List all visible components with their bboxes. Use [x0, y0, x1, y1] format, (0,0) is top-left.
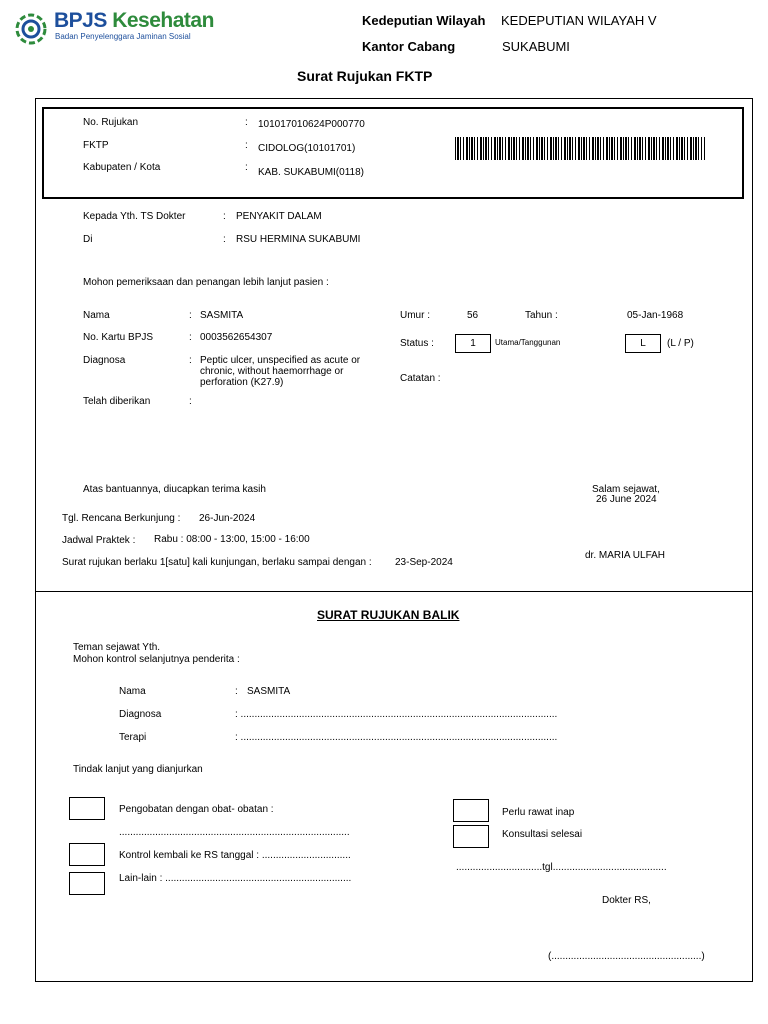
colon: :: [223, 234, 226, 245]
no-rujukan-label: No. Rujukan: [83, 117, 139, 128]
request-text: Mohon pemeriksaan dan penangan lebih lanjut pasien :: [83, 277, 329, 288]
balik-terapi-label: Terapi: [119, 732, 147, 743]
tgl-rencana-value: 26-Jun-2024: [199, 513, 256, 524]
tahun-label: Tahun :: [525, 310, 558, 321]
diagnosa-label: Diagnosa: [83, 355, 126, 366]
tindak-label: Tindak lanjut yang dianjurkan: [73, 764, 203, 775]
thanks-text: Atas bantuannya, diucapkan terima kasih: [83, 484, 266, 495]
colon: :: [245, 140, 248, 151]
wilayah-value: KEDEPUTIAN WILAYAH V: [501, 13, 657, 28]
balik-nama-value: SASMITA: [247, 686, 291, 697]
balik-greeting-2: Mohon kontrol selanjutnya penderita :: [73, 654, 240, 665]
jadwal-value: Rabu : 08:00 - 13:00, 15:00 - 16:00: [154, 534, 310, 545]
no-rujukan-value: 101017010624P000770: [258, 119, 365, 130]
balik-nama-label: Nama: [119, 686, 146, 697]
gender-box: L: [625, 334, 661, 353]
wilayah-label: Kedeputian Wilayah: [362, 13, 486, 28]
diagnosa-line-1: Peptic ulcer, unspecified as acute or: [200, 355, 361, 366]
colon: :: [245, 117, 248, 128]
colon: :: [189, 310, 192, 321]
logo-subtitle: Badan Penyelenggara Jaminan Sosial: [55, 32, 191, 41]
konsultasi-label: Konsultasi selesai: [502, 829, 583, 840]
status-desc: Utama/Tanggunan: [495, 338, 561, 347]
page-title: Surat Rujukan FKTP: [297, 68, 433, 84]
diagnosa-line-2: chronic, without haemorrhage or: [200, 366, 344, 377]
barcode: [455, 137, 705, 160]
berlaku-value: 23-Sep-2024: [395, 557, 453, 568]
tgl-line: ...............................tgl.........................................: [456, 862, 667, 873]
fktp-label: FKTP: [83, 140, 109, 151]
rawat-label: Perlu rawat inap: [502, 807, 575, 818]
bpjs-logo-icon: [15, 13, 47, 45]
balik-diagnosa-label: Diagnosa: [119, 709, 162, 720]
colon: :: [223, 211, 226, 222]
dokter-rs-label: Dokter RS,: [602, 895, 651, 906]
lain-checkbox[interactable]: [69, 872, 105, 895]
gender-desc: (L / P): [667, 338, 694, 349]
kontrol-label: Kontrol kembali ke RS tanggal : ................................: [119, 850, 351, 861]
kabupaten-value: KAB. SUKABUMI(0118): [258, 167, 364, 178]
colon: :: [235, 686, 238, 697]
jadwal-label: Jadwal Praktek :: [62, 535, 136, 546]
diberikan-label: Telah diberikan: [83, 396, 151, 407]
colon: :: [189, 396, 192, 407]
diagnosa-line-3: perforation (K27.9): [200, 377, 284, 388]
umur-value: 56: [467, 310, 479, 321]
lain-label: Lain-lain : ...................................................................: [119, 873, 352, 884]
balik-greeting-1: Teman sejawat Yth.: [73, 642, 161, 653]
berlaku-text: Surat rujukan berlaku 1[satu] kali kunjungan, berlaku sampai dengan :: [62, 557, 372, 568]
fktp-value: CIDOLOG(10101701): [258, 143, 356, 154]
kartu-value: 0003562654307: [200, 332, 273, 343]
tgl-rencana-label: Tgl. Rencana Berkunjung :: [62, 513, 181, 524]
umur-label: Umur :: [400, 310, 430, 321]
kepada-value: PENYAKIT DALAM: [236, 211, 322, 222]
rawat-checkbox[interactable]: [453, 799, 489, 822]
logo-brand: BPJS Kesehatan: [54, 9, 214, 32]
di-label: Di: [83, 234, 93, 245]
kabupaten-label: Kabupaten / Kota: [83, 162, 161, 173]
signature-line: (......................................................): [548, 951, 705, 962]
colon: :: [189, 355, 192, 366]
cabang-value: SUKABUMI: [502, 39, 570, 54]
colon: :: [189, 332, 192, 343]
kontrol-checkbox[interactable]: [69, 843, 105, 866]
tahun-value: 05-Jan-1968: [627, 310, 684, 321]
balik-diagnosa-dots: : ..................................................................................................................: [235, 709, 558, 720]
cabang-label: Kantor Cabang: [362, 39, 456, 54]
konsultasi-checkbox[interactable]: [453, 825, 489, 848]
nama-label: Nama: [83, 310, 110, 321]
colon: :: [245, 162, 248, 173]
obat-label: Pengobatan dengan obat- obatan :: [119, 804, 274, 815]
balik-title: SURAT RUJUKAN BALIK: [317, 608, 460, 622]
catatan-label: Catatan :: [400, 373, 441, 384]
obat-dots: ...................................................................................: [119, 827, 350, 838]
di-value: RSU HERMINA SUKABUMI: [236, 234, 361, 245]
kartu-label: No. Kartu BPJS: [83, 332, 154, 343]
status-label: Status :: [400, 338, 434, 349]
obat-checkbox[interactable]: [69, 797, 105, 820]
balik-terapi-dots: : ..................................................................................................................: [235, 732, 558, 743]
letter-date: 26 June 2024: [596, 494, 657, 505]
doctor-name: dr. MARIA ULFAH: [585, 550, 666, 561]
kepada-label: Kepada Yth. TS Dokter: [83, 211, 186, 222]
nama-value: SASMITA: [200, 310, 244, 321]
salam-text: Salam sejawat,: [592, 484, 660, 495]
section-divider: [35, 591, 753, 592]
status-box: 1: [455, 334, 491, 353]
